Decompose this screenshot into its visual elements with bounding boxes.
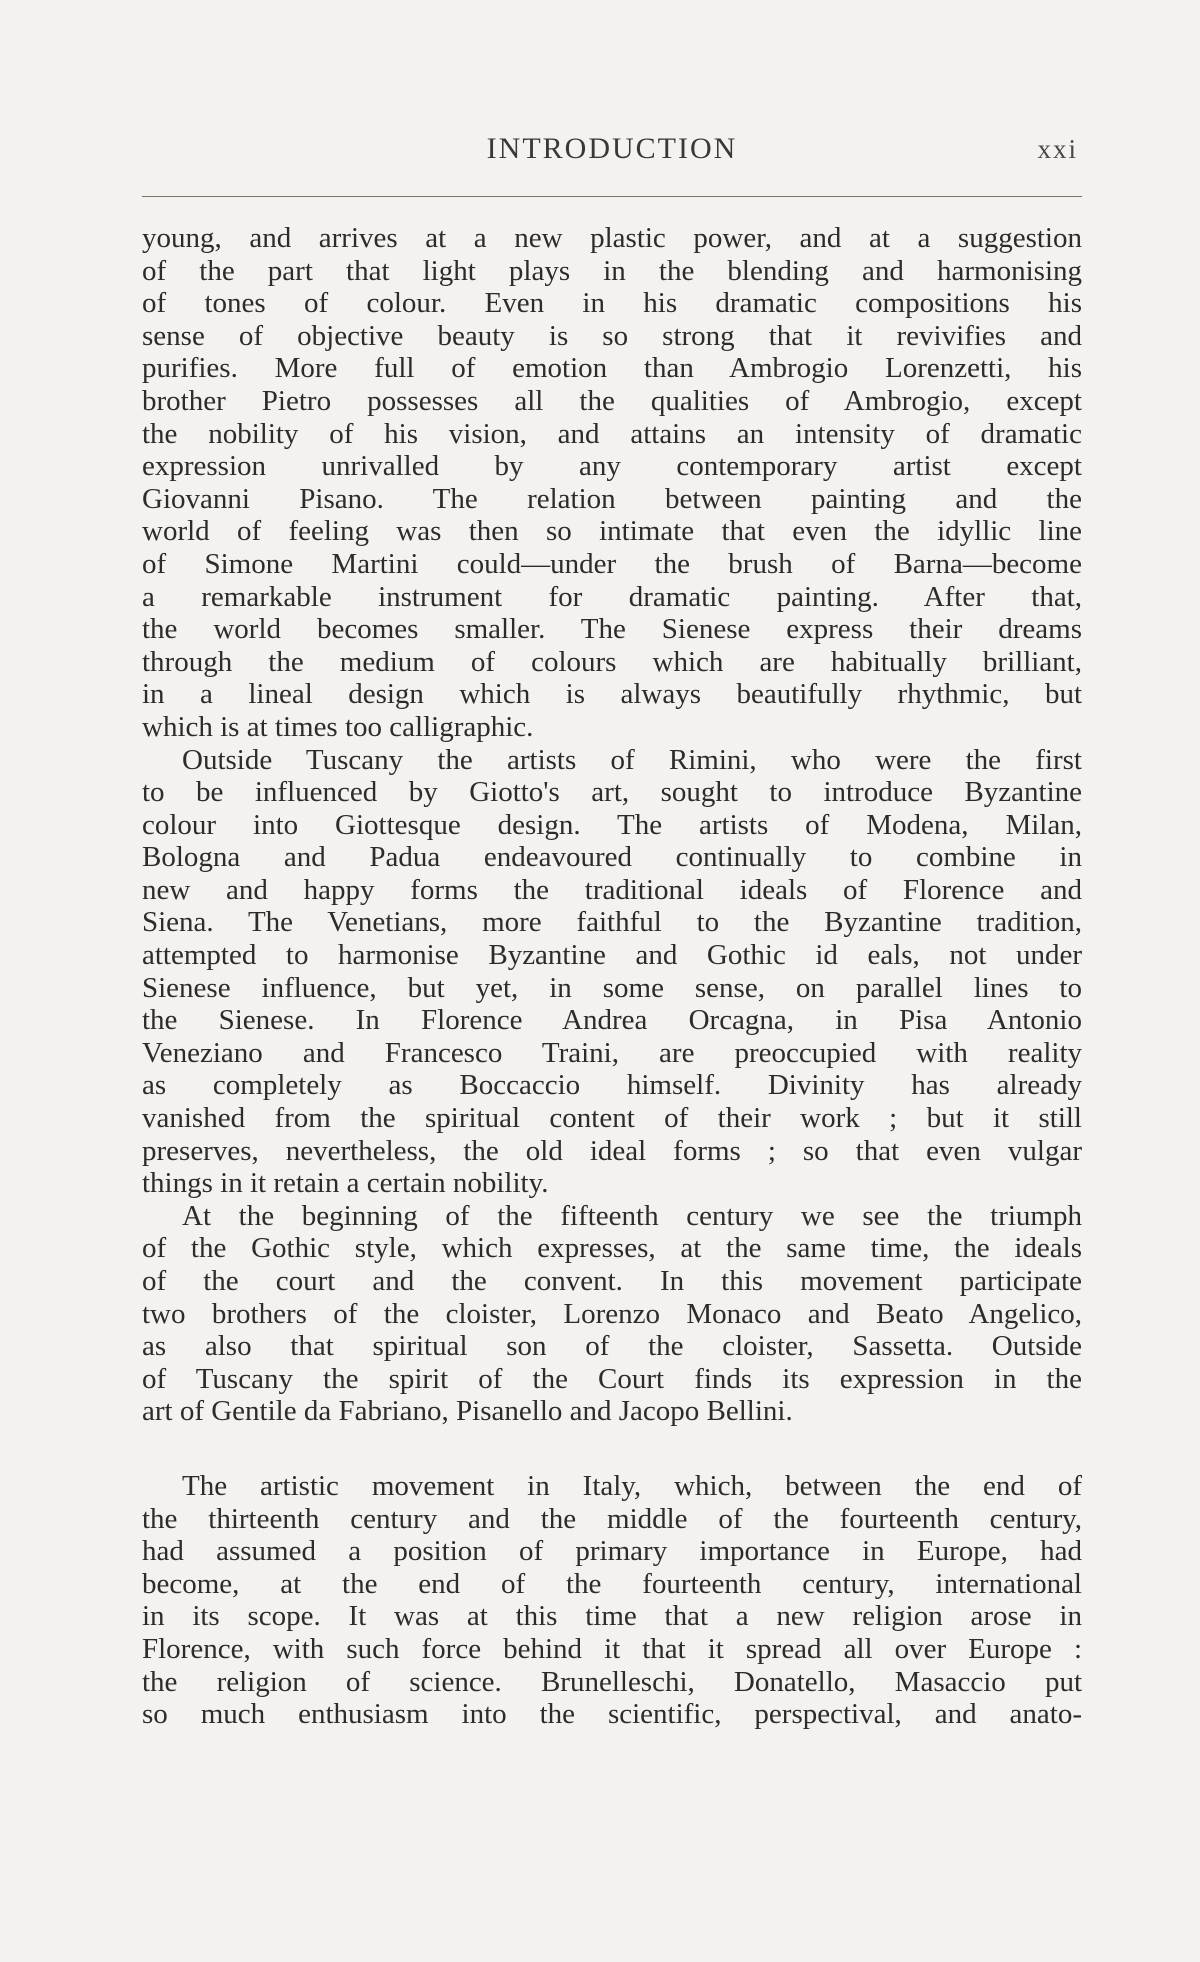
body-text bbox=[142, 222, 1082, 1731]
page-number: xxi bbox=[1037, 134, 1078, 164]
text-line: Florence, with such force behind it that it spread all over Europe : bbox=[142, 1632, 1082, 1665]
text-line: which is at times too calligraphic. bbox=[142, 710, 534, 743]
header-rule bbox=[142, 196, 1082, 197]
text-line: so much enthusiasm into the scientific, perspectival, and anato- bbox=[142, 1698, 1082, 1731]
text-line: two brothers of the cloister, Lorenzo Monaco and Beato Angelico, bbox=[142, 1297, 1082, 1330]
text-line: vanished from the spiritual content of their work ; but it still bbox=[142, 1102, 1082, 1135]
paragraph bbox=[142, 1470, 1082, 1731]
text-line: to be influenced by Giotto's art, sought to introduce Byzantine bbox=[142, 776, 1082, 809]
text-line: things in it retain a certain nobility. bbox=[142, 1167, 549, 1200]
running-head bbox=[142, 132, 1082, 172]
running-title: INTRODUCTION bbox=[486, 132, 738, 165]
text-line: brother Pietro possesses all the qualities of Ambrogio, except bbox=[142, 384, 1082, 417]
text-line: the nobility of his vision, and attains an intensity of dramatic bbox=[142, 417, 1082, 450]
text-line: a remarkable instrument for dramatic painting. After that, bbox=[142, 580, 1082, 613]
text-line: Giovanni Pisano. The relation between painting and the bbox=[142, 482, 1082, 515]
paragraph-gap bbox=[142, 1428, 1082, 1470]
text-line: young, and arrives at a new plastic power, and at a suggestion bbox=[142, 222, 1082, 254]
text-line: the religion of science. Brunelleschi, Donatello, Masaccio put bbox=[142, 1665, 1082, 1698]
text-line: through the medium of colours which are habitually brilliant, bbox=[142, 645, 1082, 678]
text-line: Siena. The Venetians, more faithful to the Byzantine tradition, bbox=[142, 906, 1082, 939]
text-line: the world becomes smaller. The Sienese express their dreams bbox=[142, 613, 1082, 646]
text-line: the Sienese. In Florence Andrea Orcagna, in Pisa Antonio bbox=[142, 1004, 1082, 1037]
text-line: Bologna and Padua endeavoured continually to combine in bbox=[142, 841, 1082, 874]
text-line: in its scope. It was at this time that a new religion arose in bbox=[142, 1600, 1082, 1633]
text-line: of the Gothic style, which expresses, at the same time, the ideals bbox=[142, 1232, 1082, 1265]
text-line: of Tuscany the spirit of the Court finds its expression in the bbox=[142, 1362, 1082, 1395]
text-line: as also that spiritual son of the cloister, Sassetta. Outside bbox=[142, 1330, 1082, 1363]
text-line: Veneziano and Francesco Traini, are preoccupied with reality bbox=[142, 1036, 1082, 1069]
text-line: expression unrivalled by any contemporary artist except bbox=[142, 450, 1082, 483]
text-line: The artistic movement in Italy, which, between the end of bbox=[182, 1469, 1082, 1502]
text-line: of the court and the convent. In this movement participate bbox=[142, 1265, 1082, 1297]
text-line: of the part that light plays in the blending and harmonising bbox=[142, 254, 1082, 287]
text-line: of tones of colour. Even in his dramatic compositions his bbox=[142, 287, 1082, 320]
text-line: At the beginning of the fifteenth century we see the triumph bbox=[182, 1199, 1082, 1232]
paragraph bbox=[142, 1200, 1082, 1428]
text-line: in a lineal design which is always beautifully rhythmic, but bbox=[142, 678, 1082, 711]
text-line: world of feeling was then so intimate that even the idyllic line bbox=[142, 515, 1082, 548]
text-line: colour into Giottesque design. The artists of Modena, Milan, bbox=[142, 808, 1082, 841]
text-line: had assumed a position of primary importance in Europe, had bbox=[142, 1535, 1082, 1568]
text-line: purifies. More full of emotion than Ambrogio Lorenzetti, his bbox=[142, 352, 1082, 385]
text-line: sense of objective beauty is so strong that it revivifies and bbox=[142, 319, 1082, 352]
text-line: Sienese influence, but yet, in some sense, on parallel lines to bbox=[142, 971, 1082, 1004]
text-line: as completely as Boccaccio himself. Divinity has already bbox=[142, 1069, 1082, 1102]
text-line: attempted to harmonise Byzantine and Gothic id eals, not under bbox=[142, 939, 1082, 972]
text-line: become, at the end of the fourteenth century, international bbox=[142, 1567, 1082, 1600]
text-line: new and happy forms the traditional ideals of Florence and bbox=[142, 873, 1082, 906]
text-line: the thirteenth century and the middle of the fourteenth century, bbox=[142, 1502, 1082, 1535]
text-line: of Simone Martini could—under the brush of Barna—become bbox=[142, 547, 1082, 580]
text-line: preserves, nevertheless, the old ideal forms ; so that even vulgar bbox=[142, 1134, 1082, 1167]
text-line: art of Gentile da Fabriano, Pisanello and Jacopo Bellini. bbox=[142, 1395, 793, 1428]
paragraph bbox=[142, 744, 1082, 1200]
paragraph bbox=[142, 222, 1082, 744]
text-line: Outside Tuscany the artists of Rimini, who were the first bbox=[182, 743, 1082, 776]
